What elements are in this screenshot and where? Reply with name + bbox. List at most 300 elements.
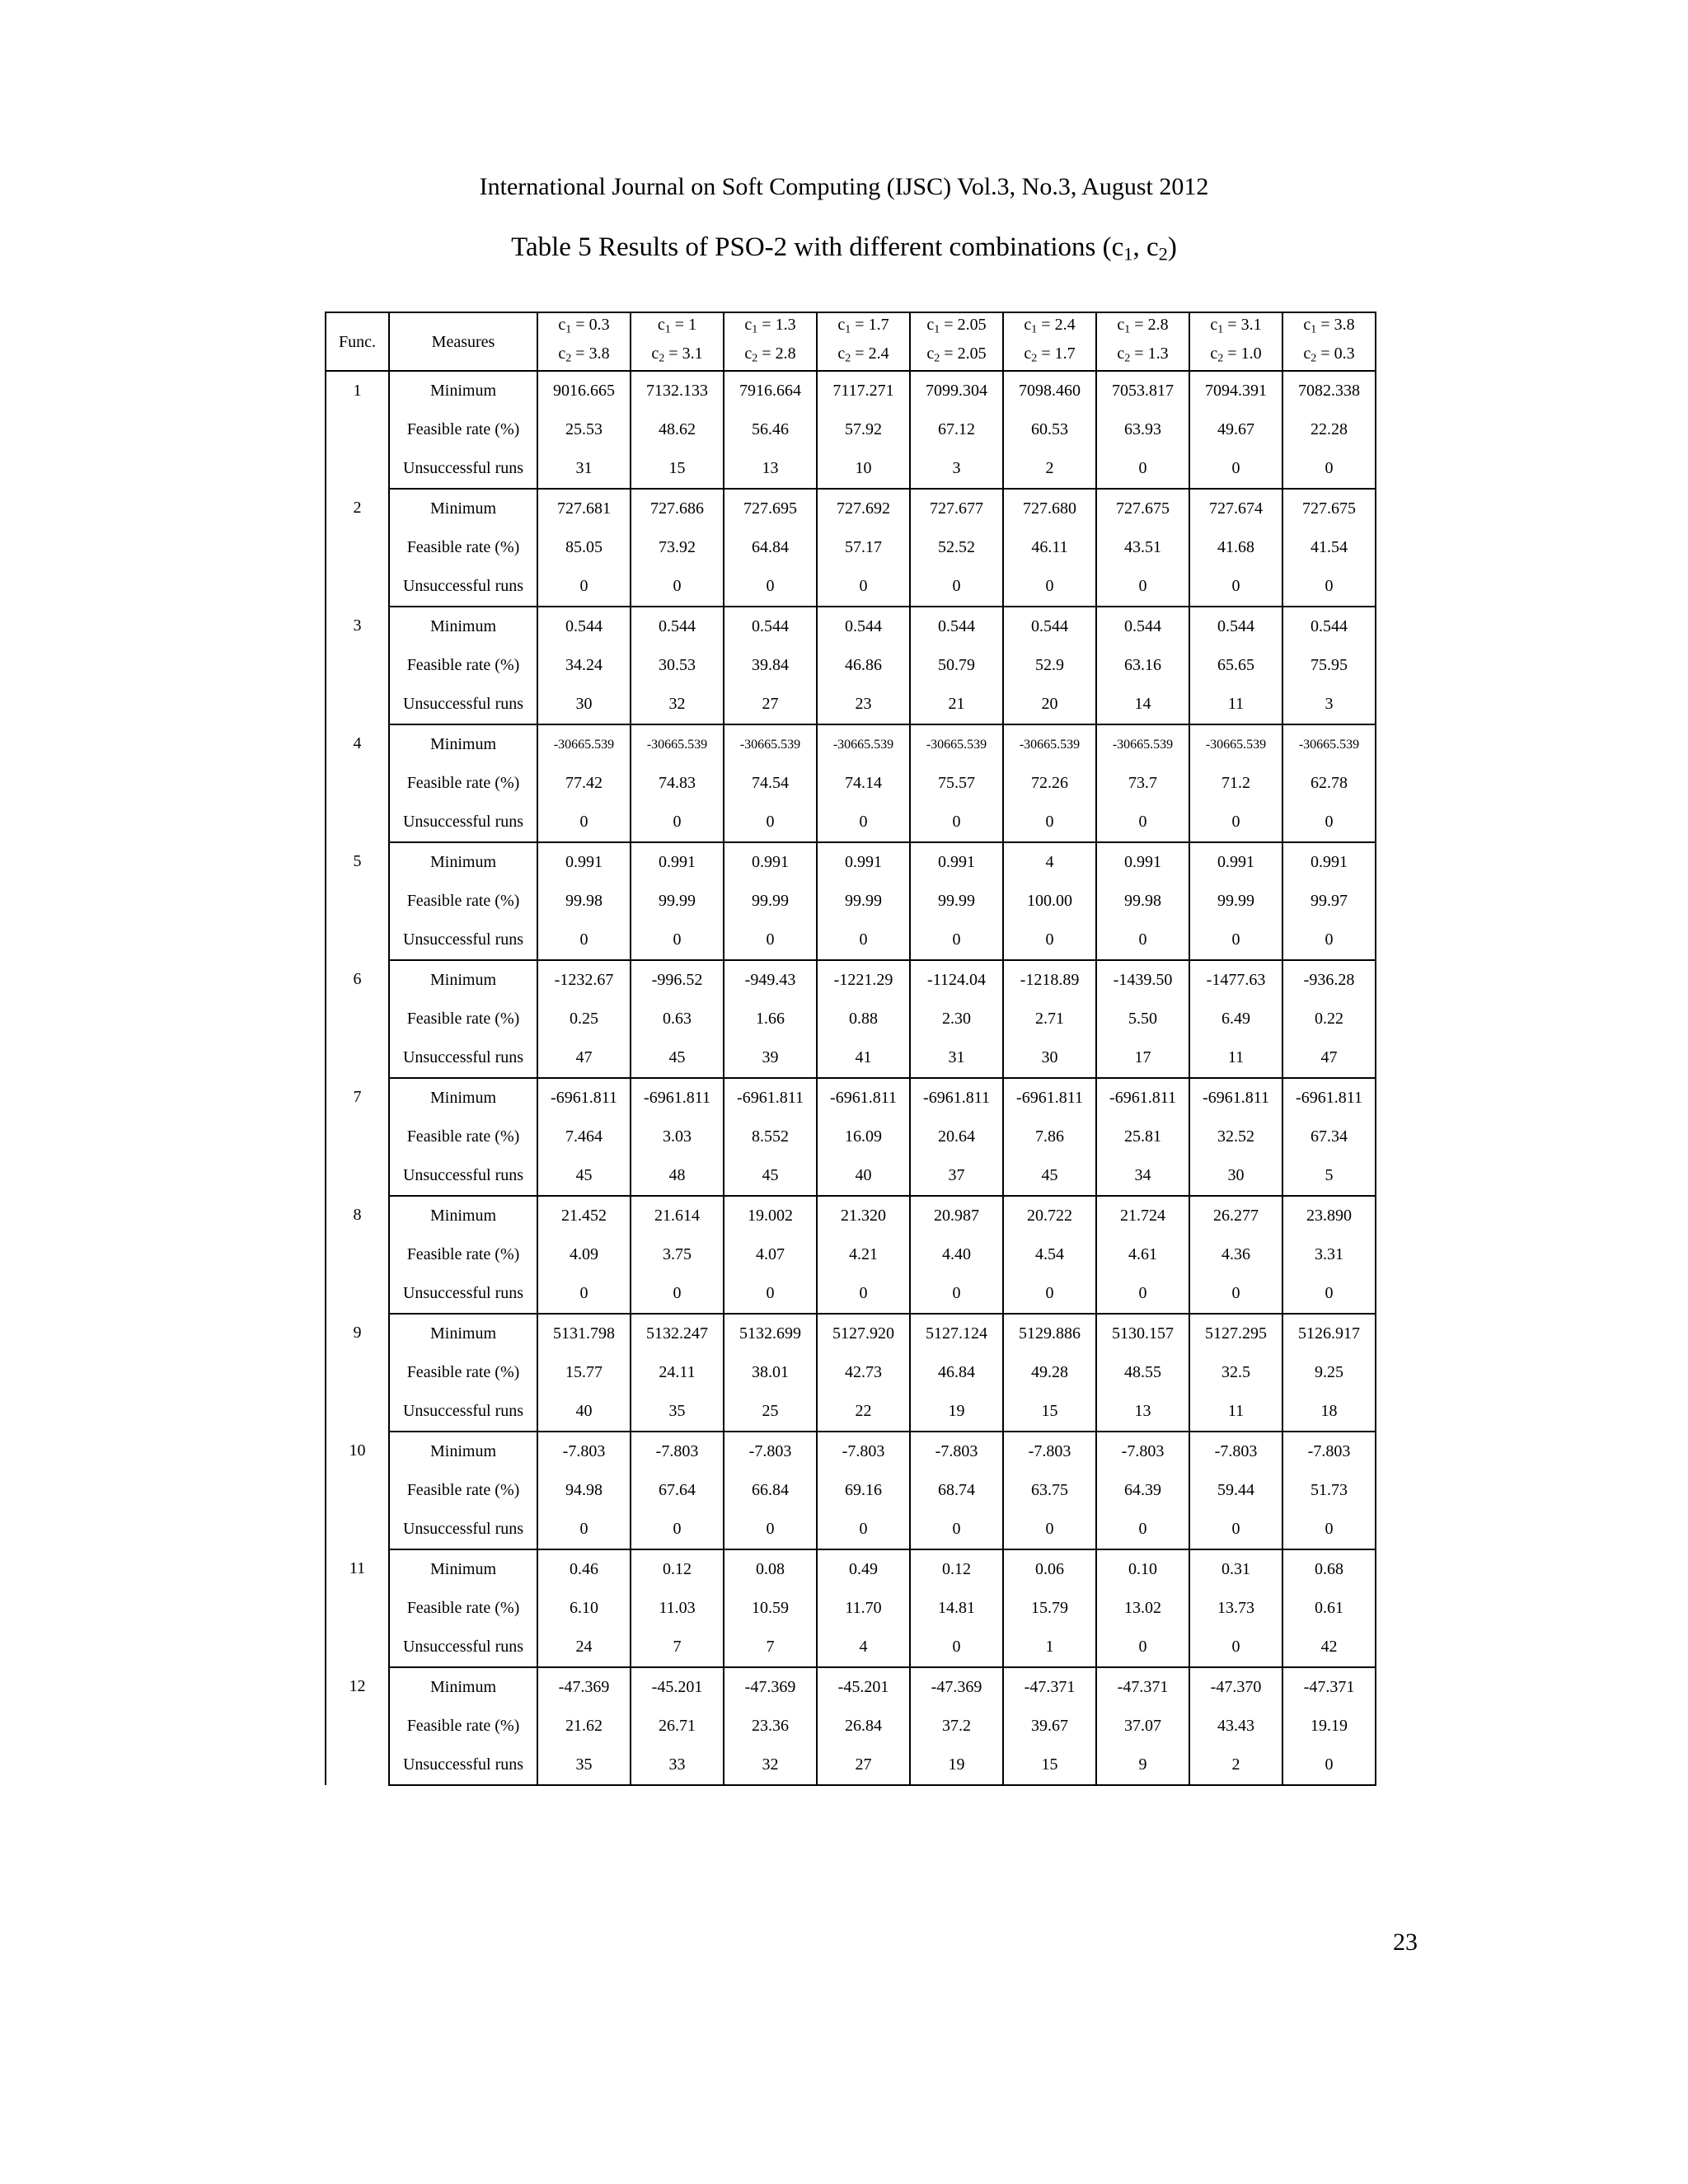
value-cell: 31 <box>910 1038 1003 1078</box>
value-cell: -936.28 <box>1282 960 1376 1000</box>
c2-symbol: c <box>926 344 935 363</box>
value-cell: 4.07 <box>724 1235 817 1274</box>
value-cell: 13 <box>1096 1392 1189 1432</box>
value-cell: 0 <box>1189 1628 1282 1667</box>
measure-label: Feasible rate (%) <box>389 764 537 803</box>
measure-label: Minimum <box>389 1078 537 1118</box>
value-cell: -6961.811 <box>1282 1078 1376 1118</box>
measure-label: Minimum <box>389 1667 537 1707</box>
value-cell: -47.370 <box>1189 1667 1282 1707</box>
combo-c1-line <box>1004 313 1095 342</box>
value-cell: 0.88 <box>817 1000 910 1038</box>
value-cell: 27 <box>724 685 817 724</box>
c2-symbol: c <box>651 344 659 363</box>
value-cell: 0 <box>631 803 724 842</box>
value-cell: -6961.811 <box>817 1078 910 1118</box>
value-cell: 727.677 <box>910 489 1003 528</box>
value-cell: 13.02 <box>1096 1589 1189 1628</box>
value-cell: -7.803 <box>817 1432 910 1471</box>
value-cell: -7.803 <box>537 1432 631 1471</box>
measure-label: Unsuccessful runs <box>389 449 537 489</box>
measure-label: Unsuccessful runs <box>389 1156 537 1196</box>
value-cell: -1477.63 <box>1189 960 1282 1000</box>
value-cell: 74.14 <box>817 764 910 803</box>
value-cell: 74.54 <box>724 764 817 803</box>
c2-subscript: 2 <box>1311 352 1317 364</box>
value-cell: -6961.811 <box>724 1078 817 1118</box>
value-cell: 0 <box>1282 803 1376 842</box>
c2-symbol: c <box>1024 344 1032 363</box>
table-row <box>326 607 1376 646</box>
value-cell: 74.83 <box>631 764 724 803</box>
value-cell: 49.67 <box>1189 410 1282 449</box>
equals-sign: = <box>851 344 869 363</box>
value-cell: 42.73 <box>817 1353 910 1392</box>
value-cell: -30665.539 <box>910 724 1003 764</box>
equals-sign: = <box>670 316 689 334</box>
value-cell: 67.34 <box>1282 1118 1376 1156</box>
table-caption <box>0 232 1688 265</box>
measures-header: Measures <box>389 312 537 371</box>
value-cell: 0.991 <box>910 842 1003 882</box>
value-cell: 32 <box>631 685 724 724</box>
value-cell: 727.680 <box>1003 489 1096 528</box>
c1-value: 2.05 <box>957 316 987 334</box>
c1-value: 1.3 <box>775 316 796 334</box>
table-row <box>326 1707 1376 1746</box>
value-cell: 0 <box>910 567 1003 607</box>
value-cell: 38.01 <box>724 1353 817 1392</box>
equals-sign: = <box>940 344 958 363</box>
value-cell: 0 <box>1096 803 1189 842</box>
measure-label: Minimum <box>389 371 537 410</box>
c2-symbol: c <box>558 344 566 363</box>
value-cell: -30665.539 <box>631 724 724 764</box>
value-cell: 16.09 <box>817 1118 910 1156</box>
combo-c2-line <box>911 342 1002 371</box>
value-cell: 94.98 <box>537 1471 631 1510</box>
combo-c1-line <box>724 313 816 342</box>
equals-sign: = <box>664 344 682 363</box>
measure-label: Minimum <box>389 1196 537 1235</box>
value-cell: 10 <box>817 449 910 489</box>
table-row <box>326 1549 1376 1589</box>
value-cell: 35 <box>631 1392 724 1432</box>
c2-subscript: 2 <box>752 352 758 364</box>
c1-symbol: c <box>1117 316 1125 334</box>
value-cell: 727.681 <box>537 489 631 528</box>
func-header: Func. <box>326 312 389 371</box>
value-cell: 8.552 <box>724 1118 817 1156</box>
combo-c2-line <box>1097 342 1189 371</box>
value-cell: -6961.811 <box>1096 1078 1189 1118</box>
table-row <box>326 1038 1376 1078</box>
value-cell: 0 <box>1096 1628 1189 1667</box>
c2-value: 2.4 <box>868 344 889 363</box>
caption-middle: , c <box>1132 232 1159 262</box>
value-cell: 3.75 <box>631 1235 724 1274</box>
value-cell: -6961.811 <box>910 1078 1003 1118</box>
value-cell: 4.40 <box>910 1235 1003 1274</box>
c2-value: 2.05 <box>957 344 987 363</box>
value-cell: 39.84 <box>724 646 817 685</box>
measure-label: Minimum <box>389 1432 537 1471</box>
value-cell: 5126.917 <box>1282 1314 1376 1353</box>
value-cell: 0 <box>537 921 631 960</box>
combo-header-5 <box>1003 312 1096 371</box>
c1-subscript: 1 <box>1217 323 1224 336</box>
table-row <box>326 1235 1376 1274</box>
c2-value: 3.1 <box>682 344 703 363</box>
value-cell: 4.09 <box>537 1235 631 1274</box>
combo-header-1 <box>631 312 724 371</box>
c1-symbol: c <box>926 316 935 334</box>
c2-subscript: 2 <box>1031 352 1038 364</box>
value-cell: 0 <box>1003 803 1096 842</box>
value-cell: 66.84 <box>724 1471 817 1510</box>
value-cell: 0.49 <box>817 1549 910 1589</box>
table-row <box>326 842 1376 882</box>
value-cell: 5132.699 <box>724 1314 817 1353</box>
value-cell: 0.991 <box>631 842 724 882</box>
func-number: 10 <box>326 1432 389 1549</box>
equals-sign: = <box>1130 316 1148 334</box>
measure-label: Unsuccessful runs <box>389 1510 537 1549</box>
value-cell: 0 <box>817 1510 910 1549</box>
value-cell: 37.2 <box>910 1707 1003 1746</box>
c1-value: 3.8 <box>1334 316 1355 334</box>
equals-sign: = <box>1316 316 1334 334</box>
value-cell: 32.52 <box>1189 1118 1282 1156</box>
value-cell: 37 <box>910 1156 1003 1196</box>
combo-c1-line <box>911 313 1002 342</box>
value-cell: 49.28 <box>1003 1353 1096 1392</box>
value-cell: -7.803 <box>910 1432 1003 1471</box>
value-cell: 15.77 <box>537 1353 631 1392</box>
value-cell: 7132.133 <box>631 371 724 410</box>
value-cell: -6961.811 <box>631 1078 724 1118</box>
combo-c2-line <box>631 342 723 371</box>
value-cell: 3 <box>910 449 1003 489</box>
combo-header-4 <box>910 312 1003 371</box>
value-cell: -7.803 <box>1096 1432 1189 1471</box>
equals-sign: = <box>851 316 869 334</box>
value-cell: 5.50 <box>1096 1000 1189 1038</box>
combo-c1-line <box>538 313 630 342</box>
value-cell: 21.62 <box>537 1707 631 1746</box>
equals-sign: = <box>757 344 776 363</box>
table-row <box>326 371 1376 410</box>
value-cell: 5130.157 <box>1096 1314 1189 1353</box>
equals-sign: = <box>1316 344 1334 363</box>
c1-subscript: 1 <box>565 323 572 336</box>
value-cell: 75.57 <box>910 764 1003 803</box>
table-header-row <box>326 312 1376 371</box>
value-cell: 20 <box>1003 685 1096 724</box>
measure-label: Minimum <box>389 960 537 1000</box>
combo-c1-line <box>1283 313 1375 342</box>
value-cell: 4 <box>817 1628 910 1667</box>
value-cell: -7.803 <box>631 1432 724 1471</box>
table-row <box>326 1432 1376 1471</box>
value-cell: 34 <box>1096 1156 1189 1196</box>
c1-symbol: c <box>1210 316 1218 334</box>
value-cell: 67.12 <box>910 410 1003 449</box>
value-cell: 21.452 <box>537 1196 631 1235</box>
value-cell: 59.44 <box>1189 1471 1282 1510</box>
value-cell: 62.78 <box>1282 764 1376 803</box>
value-cell: 35 <box>537 1746 631 1785</box>
value-cell: 0 <box>910 1510 1003 1549</box>
measure-label: Unsuccessful runs <box>389 1274 537 1314</box>
value-cell: 19.19 <box>1282 1707 1376 1746</box>
value-cell: 99.99 <box>817 882 910 921</box>
value-cell: 4.61 <box>1096 1235 1189 1274</box>
combo-c2-line <box>538 342 630 371</box>
value-cell: 26.84 <box>817 1707 910 1746</box>
measure-label: Unsuccessful runs <box>389 567 537 607</box>
value-cell: 0 <box>537 803 631 842</box>
value-cell: 11 <box>1189 685 1282 724</box>
value-cell: 41.68 <box>1189 528 1282 567</box>
value-cell: 7916.664 <box>724 371 817 410</box>
value-cell: 73.7 <box>1096 764 1189 803</box>
value-cell: 3.31 <box>1282 1235 1376 1274</box>
value-cell: 0.10 <box>1096 1549 1189 1589</box>
value-cell: -6961.811 <box>1189 1078 1282 1118</box>
func-number: 12 <box>326 1667 389 1785</box>
value-cell: -30665.539 <box>1003 724 1096 764</box>
c1-symbol: c <box>558 316 566 334</box>
measure-label: Minimum <box>389 489 537 528</box>
table-row <box>326 1274 1376 1314</box>
value-cell: 7082.338 <box>1282 371 1376 410</box>
value-cell: 0.63 <box>631 1000 724 1038</box>
value-cell: 50.79 <box>910 646 1003 685</box>
combo-c2-line <box>1283 342 1375 371</box>
value-cell: 7094.391 <box>1189 371 1282 410</box>
value-cell: 14.81 <box>910 1589 1003 1628</box>
measure-label: Minimum <box>389 607 537 646</box>
value-cell: 0 <box>817 567 910 607</box>
value-cell: 0 <box>910 803 1003 842</box>
value-cell: 64.39 <box>1096 1471 1189 1510</box>
value-cell: 0 <box>1189 567 1282 607</box>
value-cell: 0 <box>1003 1274 1096 1314</box>
combo-c2-line <box>818 342 909 371</box>
table-row <box>326 1196 1376 1235</box>
value-cell: 2.30 <box>910 1000 1003 1038</box>
value-cell: 14 <box>1096 685 1189 724</box>
measure-label: Unsuccessful runs <box>389 1628 537 1667</box>
value-cell: 0 <box>817 921 910 960</box>
value-cell: 27 <box>817 1746 910 1785</box>
value-cell: 5127.920 <box>817 1314 910 1353</box>
c2-value: 1.3 <box>1147 344 1169 363</box>
c1-subscript: 1 <box>752 323 758 336</box>
value-cell: 0 <box>631 1274 724 1314</box>
value-cell: 68.74 <box>910 1471 1003 1510</box>
table-row <box>326 1156 1376 1196</box>
value-cell: 0.991 <box>1189 842 1282 882</box>
func-number: 8 <box>326 1196 389 1314</box>
value-cell: 0 <box>817 803 910 842</box>
value-cell: 0 <box>910 1628 1003 1667</box>
c2-symbol: c <box>744 344 753 363</box>
value-cell: 47 <box>537 1038 631 1078</box>
table-row <box>326 1746 1376 1785</box>
caption-prefix: Table 5 Results of PSO-2 with different combinations (c <box>511 232 1124 262</box>
value-cell: 15 <box>1003 1746 1096 1785</box>
table-row <box>326 528 1376 567</box>
measure-label: Feasible rate (%) <box>389 1589 537 1628</box>
value-cell: 0.46 <box>537 1549 631 1589</box>
value-cell: 727.675 <box>1096 489 1189 528</box>
value-cell: 21 <box>910 685 1003 724</box>
value-cell: 46.84 <box>910 1353 1003 1392</box>
value-cell: 11.03 <box>631 1589 724 1628</box>
value-cell: 0.22 <box>1282 1000 1376 1038</box>
value-cell: -30665.539 <box>1096 724 1189 764</box>
value-cell: 13.73 <box>1189 1589 1282 1628</box>
value-cell: 5127.295 <box>1189 1314 1282 1353</box>
value-cell: 77.42 <box>537 764 631 803</box>
measure-label: Minimum <box>389 1314 537 1353</box>
value-cell: 23.36 <box>724 1707 817 1746</box>
table-row <box>326 921 1376 960</box>
c1-subscript: 1 <box>664 323 671 336</box>
value-cell: 0 <box>1003 567 1096 607</box>
c1-value: 2.4 <box>1054 316 1076 334</box>
table-row <box>326 960 1376 1000</box>
measure-label: Unsuccessful runs <box>389 803 537 842</box>
value-cell: 0 <box>724 1510 817 1549</box>
value-cell: 0.544 <box>724 607 817 646</box>
value-cell: 63.75 <box>1003 1471 1096 1510</box>
value-cell: 25.53 <box>537 410 631 449</box>
c2-value: 0.3 <box>1334 344 1355 363</box>
value-cell: 21.320 <box>817 1196 910 1235</box>
value-cell: 727.675 <box>1282 489 1376 528</box>
c2-subscript: 2 <box>1124 352 1131 364</box>
value-cell: 727.692 <box>817 489 910 528</box>
value-cell: 42 <box>1282 1628 1376 1667</box>
value-cell: 0 <box>1189 803 1282 842</box>
value-cell: 46.11 <box>1003 528 1096 567</box>
value-cell: 99.97 <box>1282 882 1376 921</box>
value-cell: 0 <box>537 567 631 607</box>
value-cell: 2 <box>1003 449 1096 489</box>
value-cell: 2 <box>1189 1746 1282 1785</box>
func-number: 6 <box>326 960 389 1078</box>
table-row <box>326 1078 1376 1118</box>
measure-label: Feasible rate (%) <box>389 1118 537 1156</box>
value-cell: 0 <box>1189 1510 1282 1549</box>
value-cell: 11 <box>1189 1038 1282 1078</box>
value-cell: 0.68 <box>1282 1549 1376 1589</box>
c2-value: 1.7 <box>1054 344 1076 363</box>
value-cell: 41.54 <box>1282 528 1376 567</box>
value-cell: -30665.539 <box>537 724 631 764</box>
c1-value: 1.7 <box>868 316 889 334</box>
table-row <box>326 449 1376 489</box>
value-cell: 0.61 <box>1282 1589 1376 1628</box>
value-cell: 48.55 <box>1096 1353 1189 1392</box>
value-cell: 48.62 <box>631 410 724 449</box>
value-cell: 6.49 <box>1189 1000 1282 1038</box>
table-row <box>326 1314 1376 1353</box>
value-cell: 4.54 <box>1003 1235 1096 1274</box>
table-row <box>326 1392 1376 1432</box>
value-cell: 64.84 <box>724 528 817 567</box>
value-cell: 30 <box>537 685 631 724</box>
value-cell: 0 <box>1096 921 1189 960</box>
c1-symbol: c <box>657 316 665 334</box>
value-cell: 9 <box>1096 1746 1189 1785</box>
measure-label: Minimum <box>389 724 537 764</box>
table-row <box>326 882 1376 921</box>
caption-suffix: ) <box>1167 232 1177 262</box>
value-cell: 32.5 <box>1189 1353 1282 1392</box>
value-cell: 0 <box>1189 1274 1282 1314</box>
value-cell: -7.803 <box>1003 1432 1096 1471</box>
value-cell: 0 <box>1282 567 1376 607</box>
value-cell: -47.369 <box>537 1667 631 1707</box>
value-cell: 15 <box>1003 1392 1096 1432</box>
value-cell: 65.65 <box>1189 646 1282 685</box>
measure-label: Minimum <box>389 1549 537 1589</box>
value-cell: 19 <box>910 1392 1003 1432</box>
value-cell: 32 <box>724 1746 817 1785</box>
results-table <box>325 312 1376 1786</box>
c2-symbol: c <box>1117 344 1125 363</box>
value-cell: -1232.67 <box>537 960 631 1000</box>
measure-label: Feasible rate (%) <box>389 410 537 449</box>
value-cell: 0.12 <box>631 1549 724 1589</box>
equals-sign: = <box>1037 344 1055 363</box>
value-cell: 24.11 <box>631 1353 724 1392</box>
value-cell: 727.695 <box>724 489 817 528</box>
table-row <box>326 724 1376 764</box>
table-row <box>326 1510 1376 1549</box>
value-cell: 11 <box>1189 1392 1282 1432</box>
value-cell: 57.17 <box>817 528 910 567</box>
table-row <box>326 1667 1376 1707</box>
value-cell: 39.67 <box>1003 1707 1096 1746</box>
value-cell: 23 <box>817 685 910 724</box>
combo-c2-line <box>1004 342 1095 371</box>
value-cell: 0 <box>1003 921 1096 960</box>
c2-value: 2.8 <box>775 344 796 363</box>
value-cell: 30 <box>1189 1156 1282 1196</box>
value-cell: 0.12 <box>910 1549 1003 1589</box>
measure-label: Unsuccessful runs <box>389 1746 537 1785</box>
value-cell: 48 <box>631 1156 724 1196</box>
value-cell: 0 <box>1096 567 1189 607</box>
value-cell: 0 <box>1096 1510 1189 1549</box>
c1-symbol: c <box>837 316 846 334</box>
measure-label: Feasible rate (%) <box>389 1353 537 1392</box>
value-cell: 26.277 <box>1189 1196 1282 1235</box>
value-cell: -7.803 <box>1189 1432 1282 1471</box>
value-cell: 45 <box>537 1156 631 1196</box>
c2-symbol: c <box>837 344 846 363</box>
value-cell: 0 <box>1282 921 1376 960</box>
value-cell: 0 <box>631 921 724 960</box>
value-cell: 11.70 <box>817 1589 910 1628</box>
c1-symbol: c <box>744 316 753 334</box>
value-cell: -7.803 <box>1282 1432 1376 1471</box>
